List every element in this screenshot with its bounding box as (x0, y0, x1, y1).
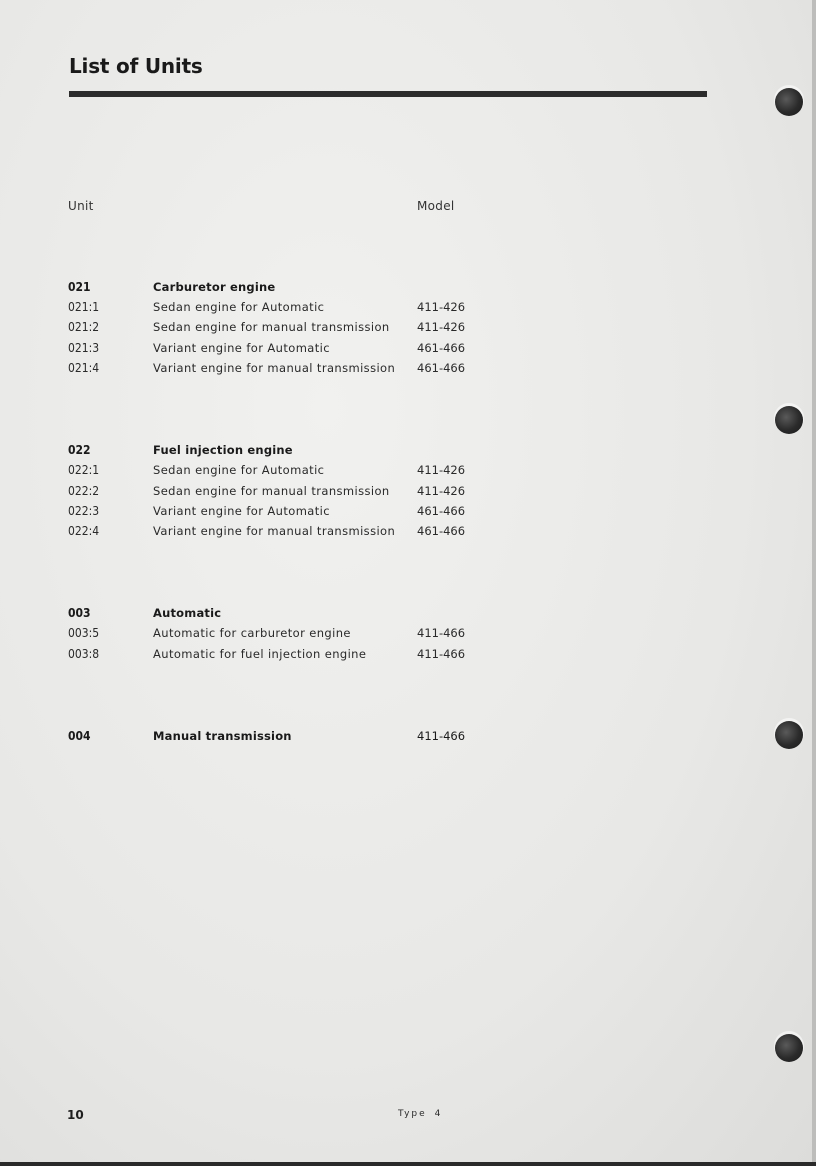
unit-model: 461-466 (417, 504, 466, 518)
binder-hole (775, 406, 803, 434)
unit-model: 411-426 (417, 463, 466, 477)
title-rule (69, 91, 707, 97)
footer-type-label: Type (398, 1109, 427, 1119)
unit-description: Sedan engine for manual transmission (153, 484, 390, 498)
unit-code: 022:4 (68, 524, 100, 538)
unit-row (0, 484, 816, 504)
unit-code: 003:8 (68, 647, 100, 661)
group-heading (0, 443, 816, 463)
unit-description: Automatic for fuel injection engine (153, 647, 367, 661)
unit-row (0, 361, 816, 381)
group-heading (0, 280, 816, 300)
unit-model: 461-466 (417, 524, 466, 538)
unit-description: Variant engine for Automatic (153, 341, 330, 355)
unit-description: Automatic for carburetor engine (153, 626, 351, 640)
unit-row (0, 504, 816, 524)
group-name: Fuel injection engine (153, 443, 293, 457)
unit-row (0, 463, 816, 483)
group-model: 411-466 (417, 729, 466, 743)
unit-description: Sedan engine for manual transmission (153, 320, 390, 334)
page-edge-shadow (812, 0, 816, 1166)
unit-code: 021:1 (68, 300, 100, 314)
binder-hole (775, 88, 803, 116)
unit-code: 003:5 (68, 626, 100, 640)
unit-model: 411-466 (417, 626, 466, 640)
unit-row (0, 647, 816, 667)
unit-description: Variant engine for Automatic (153, 504, 330, 518)
unit-code: 022:2 (68, 484, 100, 498)
unit-row (0, 524, 816, 544)
unit-description: Variant engine for manual transmission (153, 361, 396, 375)
footer-type-number: 4 (434, 1109, 443, 1119)
unit-row (0, 300, 816, 320)
unit-description: Variant engine for manual transmission (153, 524, 396, 538)
unit-row (0, 320, 816, 340)
unit-description: Sedan engine for Automatic (153, 300, 325, 314)
unit-code: 021:2 (68, 320, 100, 334)
unit-model: 411-426 (417, 300, 466, 314)
unit-description: Sedan engine for Automatic (153, 463, 325, 477)
unit-code: 021:4 (68, 361, 100, 375)
unit-model: 411-426 (417, 320, 466, 334)
page-title: List of Units (69, 54, 203, 78)
group-code: 004 (68, 729, 91, 743)
footer-type (398, 1109, 442, 1119)
group-code: 003 (68, 606, 91, 620)
unit-model: 461-466 (417, 341, 466, 355)
unit-code: 021:3 (68, 341, 100, 355)
group-heading (0, 729, 816, 749)
page-bottom-edge (0, 1162, 816, 1166)
group-code: 022 (68, 443, 91, 457)
group-heading (0, 606, 816, 626)
column-header-model: Model (417, 199, 455, 213)
group-code: 021 (68, 280, 91, 294)
group-name: Carburetor engine (153, 280, 276, 294)
unit-code: 022:1 (68, 463, 100, 477)
column-header-unit: Unit (68, 199, 94, 213)
page-number: 10 (67, 1108, 84, 1122)
unit-model: 411-466 (417, 647, 466, 661)
unit-model: 411-426 (417, 484, 466, 498)
unit-model: 461-466 (417, 361, 466, 375)
binder-hole (775, 1034, 803, 1062)
group-name: Automatic (153, 606, 222, 620)
unit-row (0, 626, 816, 646)
unit-code: 022:3 (68, 504, 100, 518)
group-name: Manual transmission (153, 729, 292, 743)
unit-row (0, 341, 816, 361)
